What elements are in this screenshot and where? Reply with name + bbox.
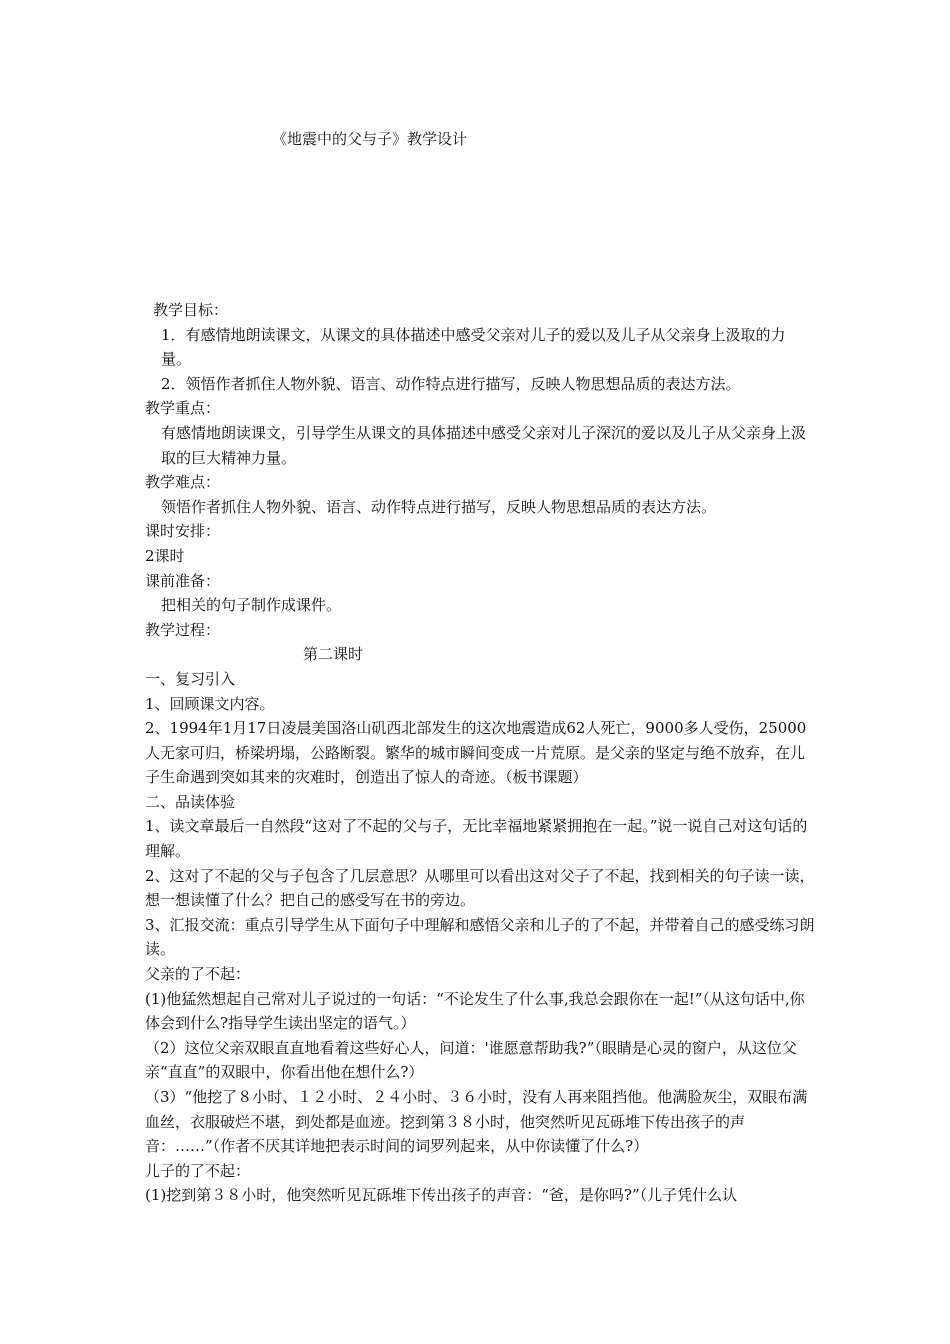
paragraph: 教学难点： [145,473,221,492]
paragraph: 1．有感情地朗读课文，从课文的具体描述中感受父亲对儿子的爱以及儿子从父亲身上汲取的力量。 [161,325,786,369]
document-body [145,298,815,1208]
paragraph: (1)挖到第３８小时，他突然听见瓦砾堆下传出孩子的声音：“爸，是你吗?”（儿子凭什么认 [145,1186,738,1205]
paragraph: 2．领悟作者抓住人物外貌、语言、动作特点进行描写，反映人物思想品质的表达方法。 [161,374,741,393]
paragraph: 父亲的了不起： [145,965,251,984]
paragraph: 课前准备： [145,571,221,590]
paragraph: 第二课时 [303,645,364,664]
paragraph: 教学过程： [145,620,221,639]
paragraph: 二、品读体验 [145,792,236,811]
paragraph: 1、回顾课文内容。 [145,694,275,713]
paragraph: 教学重点： [145,399,221,418]
paragraph: 把相关的句子制作成课件。 [161,596,342,615]
paragraph: 儿子的了不起： [145,1161,251,1180]
paragraph: 2课时 [145,546,185,565]
paragraph: 2、1994年1月17日凌晨美国洛山矶西北部发生的这次地震造成62人死亡，9000多人受伤，25000人无家可归，桥梁坍塌，公路断裂。繁华的城市瞬间变成一片荒原。是父亲的坚定与绝不放弃，在儿子生命遇到突如其来的灾难时，创造出了惊人的奇迹。（板书课题） [145,719,807,787]
paragraph: 教学目标： [153,301,229,319]
paragraph: （2）这位父亲双眼直直地看着这些好心人，问道：'谁愿意帮助我?”（眼睛是心灵的窗户，从这位父亲“直直”的双眼中，你看出他在想什么?） [145,1038,797,1082]
paragraph: 领悟作者抓住人物外貌、语言、动作特点进行描写，反映人物思想品质的表达方法。 [161,497,717,516]
paragraph: (1)他猛然想起自己常对儿子说过的一句话：“不论发生了什么事,我总会跟你在一起!”（从这句话中,你体会到什么?指导学生读出坚定的语气。） [145,989,805,1033]
paragraph: 有感情地朗读课文，引导学生从课文的具体描述中感受父亲对儿子深沉的爱以及儿子从父亲身上汲取的巨大精神力量。 [161,423,807,467]
paragraph: 3、汇报交流：重点引导学生从下面句子中理解和感悟父亲和儿子的了不起，并带着自己的感受练习朗读。 [145,915,815,959]
paragraph: （3）“他挖了８小时、１２小时、２４小时、３６小时，没有人再来阻挡他。他满脸灰尘，双眼布满血丝，衣服破烂不堪，到处都是血迹。挖到第３８小时，他突然听见瓦砾堆下传出孩子的声音：……”（作者不厌其详地把表示时间的词罗列起来，从中你读懂了什么?） [145,1088,808,1156]
document-title: 《地震中的父与子》教学设计 [272,130,468,148]
paragraph: 课时安排： [145,522,221,541]
paragraph: 一、复习引入 [145,669,236,688]
paragraph: 1、读文章最后一自然段“这对了不起的父与子，无比幸福地紧紧拥抱在一起。”说一说自己对这句话的理解。 [145,817,808,861]
paragraph: 2、这对了不起的父与子包含了几层意思？从哪里可以看出这对父子了不起，找到相关的句子读一读，想一想读懂了什么？把自己的感受写在书的旁边。 [145,866,815,910]
